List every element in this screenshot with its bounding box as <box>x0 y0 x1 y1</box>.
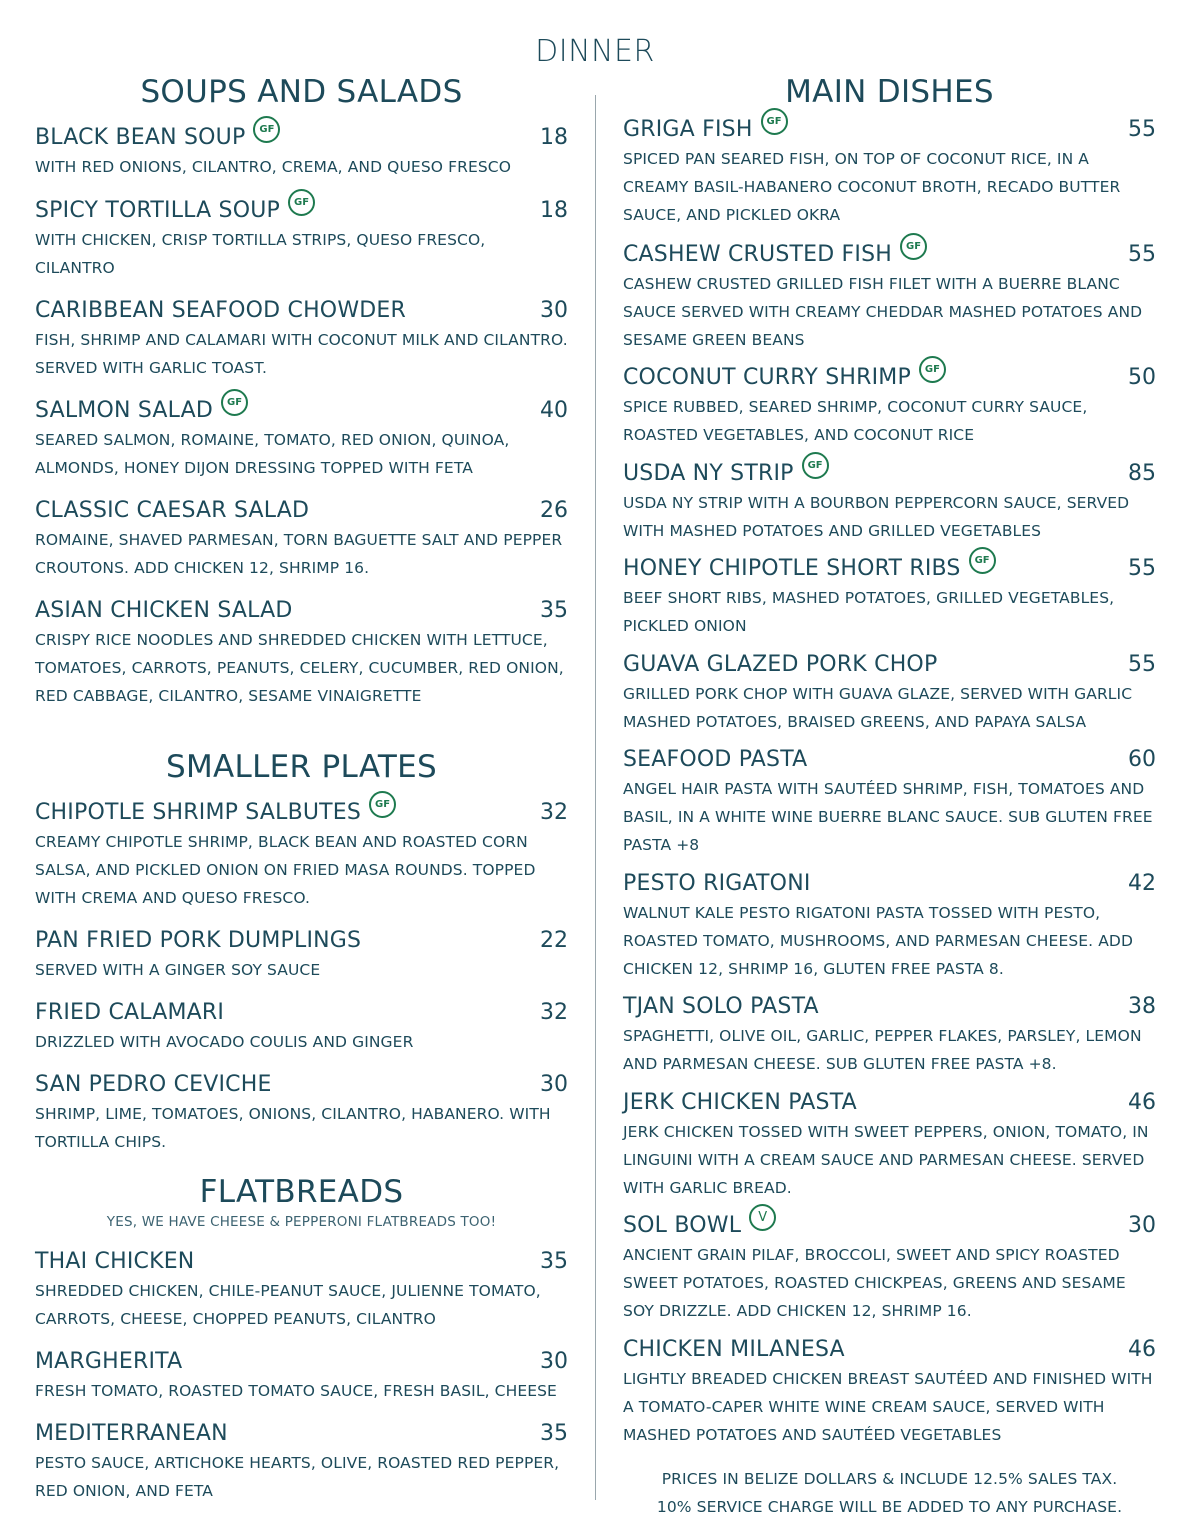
menu-item-black-bean-soup <box>35 125 568 181</box>
menu-item-description: ANCIENT GRAIN PILAF, BROCCOLI, SWEET AND SPICY ROASTED SWEET POTATOES, ROASTED CHICKPEAS, GREENS AND SESAME SOY DRIZZLE. ADD CHICKEN 12, SHRIMP 16. <box>623 1246 1126 1320</box>
menu-item-pesto-rigatoni <box>623 871 1156 983</box>
menu-item-name-text: SAN PEDRO CEVICHE <box>35 1072 272 1097</box>
menu-item-name <box>623 242 927 267</box>
menu-item-name-text: JERK CHICKEN PASTA <box>623 1090 857 1115</box>
menu-item-coconut-curry-shrimp <box>623 365 1156 449</box>
gluten-free-badge-icon: GF <box>761 108 788 135</box>
menu-item-header <box>35 125 568 155</box>
menu-item-name-text: GUAVA GLAZED PORK CHOP <box>623 652 938 677</box>
menu-item-salmon-salad <box>35 398 568 482</box>
menu-item-caribbean-seafood-chowder <box>35 298 568 382</box>
menu-item-price: 35 <box>540 1249 568 1274</box>
menu-item-name-text: PESTO RIGATONI <box>623 871 811 896</box>
menu-item-name-text: MARGHERITA <box>35 1349 183 1374</box>
menu-item-header <box>35 198 568 228</box>
gluten-free-badge-icon: GF <box>900 233 927 260</box>
menu-item-description: SEARED SALMON, ROMAINE, TOMATO, RED ONION, QUINOA, ALMONDS, HONEY DIJON DRESSING TOPPED WITH FETA <box>35 431 510 477</box>
menu-item-description: USDA NY STRIP WITH A BOURBON PEPPERCORN SAUCE, SERVED WITH MASHED POTATOES AND GRILLED VEGETABLES <box>623 494 1130 540</box>
menu-item-name <box>35 298 406 323</box>
menu-item-spicy-tortilla-soup <box>35 198 568 282</box>
menu-item-name <box>623 556 996 581</box>
section-title-soups-salads: SOUPS AND SALADS <box>140 74 463 110</box>
menu-item-chicken-milanesa <box>623 1337 1156 1449</box>
menu-item-header <box>623 365 1156 395</box>
menu-item-name-text: ASIAN CHICKEN SALAD <box>35 598 293 623</box>
menu-item-guava-glazed-pork-chop <box>623 652 1156 736</box>
menu-item-header <box>623 117 1156 147</box>
menu-item-header <box>623 994 1156 1024</box>
menu-item-name-text: CLASSIC CAESAR SALAD <box>35 498 310 523</box>
menu-item-sol-bowl <box>623 1210 1156 1325</box>
gluten-free-badge-icon: GF <box>369 791 396 818</box>
menu-item-price: 22 <box>540 928 568 953</box>
section-title-flatbreads: FLATBREADS <box>199 1174 404 1210</box>
menu-item-name-text: SPICY TORTILLA SOUP <box>35 198 281 223</box>
vegetarian-badge-icon: V <box>749 1204 776 1231</box>
menu-item-price: 35 <box>540 1421 568 1446</box>
menu-item-name-text: SOL BOWL <box>623 1213 742 1238</box>
menu-item-name <box>35 598 293 623</box>
menu-item-header <box>35 1072 568 1102</box>
menu-item-name-text: TJAN SOLO PASTA <box>623 994 819 1019</box>
menu-item-name <box>35 1000 224 1025</box>
menu-item-description: ANGEL HAIR PASTA WITH SAUTÉED SHRIMP, FISH, TOMATOES AND BASIL, IN A WHITE WINE BUERRE BLANC SAUCE. SUB GLUTEN FREE PASTA +8 <box>623 780 1153 854</box>
menu-item-description: WITH CHICKEN, CRISP TORTILLA STRIPS, QUESO FRESCO, CILANTRO <box>35 231 486 277</box>
menu-item-seafood-pasta <box>623 747 1156 859</box>
footer-service-note: 10% SERVICE CHARGE WILL BE ADDED TO ANY PURCHASE. <box>656 1498 1123 1516</box>
menu-item-price: 30 <box>540 1349 568 1374</box>
menu-item-header <box>35 1249 568 1279</box>
menu-item-name <box>35 1421 228 1446</box>
menu-item-price: 18 <box>540 125 568 150</box>
menu-item-name <box>623 461 829 486</box>
menu-item-price: 46 <box>1128 1337 1156 1362</box>
section-title-main-dishes: MAIN DISHES <box>785 74 994 110</box>
footer-tax-note: PRICES IN BELIZE DOLLARS & INCLUDE 12.5% SALES TAX. <box>661 1470 1118 1488</box>
menu-item-description: DRIZZLED WITH AVOCADO COULIS AND GINGER <box>35 1033 414 1051</box>
menu-item-description: WALNUT KALE PESTO RIGATONI PASTA TOSSED WITH PESTO, ROASTED TOMATO, MUSHROOMS, AND PARMESAN CHEESE. ADD CHICKEN 12, SHRIMP 16, GLUTEN FREE PASTA 8. <box>623 904 1134 978</box>
menu-item-price: 30 <box>540 1072 568 1097</box>
menu-item-description: SERVED WITH A GINGER SOY SAUCE <box>35 961 321 979</box>
menu-item-name <box>623 1210 776 1238</box>
menu-item-header <box>35 298 568 328</box>
menu-item-price: 18 <box>540 198 568 223</box>
menu-item-tjan-solo-pasta <box>623 994 1156 1078</box>
menu-item-name-text: CHIPOTLE SHRIMP SALBUTES <box>35 800 362 825</box>
menu-item-cashew-crusted-fish <box>623 242 1156 354</box>
menu-item-fried-calamari <box>35 1000 568 1056</box>
menu-item-san-pedro-ceviche <box>35 1072 568 1156</box>
menu-item-price: 60 <box>1128 747 1156 772</box>
page-title: DINNER <box>535 34 655 69</box>
menu-item-name <box>35 1349 182 1374</box>
menu-item-description: BEEF SHORT RIBS, MASHED POTATOES, GRILLED VEGETABLES, PICKLED ONION <box>623 589 1115 635</box>
menu-item-header <box>35 498 568 528</box>
menu-item-name <box>35 398 248 423</box>
menu-item-price: 40 <box>540 398 568 423</box>
menu-item-name <box>623 871 811 896</box>
menu-item-name-text: MEDITERRANEAN <box>35 1421 228 1446</box>
menu-item-name-text: PAN FRIED PORK DUMPLINGS <box>35 928 362 953</box>
menu-item-description: SPICE RUBBED, SEARED SHRIMP, COCONUT CURRY SAUCE, ROASTED VEGETABLES, AND COCONUT RICE <box>623 398 1088 444</box>
menu-item-name <box>35 498 309 523</box>
menu-item-name-text: SALMON SALAD <box>35 398 214 423</box>
menu-item-description: SHREDDED CHICKEN, CHILE-PEANUT SAUCE, JULIENNE TOMATO, CARROTS, CHEESE, CHOPPED PEANUTS, CILANTRO <box>35 1282 541 1328</box>
menu-item-header <box>35 598 568 628</box>
menu-item-description: CASHEW CRUSTED GRILLED FISH FILET WITH A BUERRE BLANC SAUCE SERVED WITH CREAMY CHEDDAR MASHED POTATOES AND SESAME GREEN BEANS <box>623 275 1143 349</box>
menu-item-name-text: HONEY CHIPOTLE SHORT RIBS <box>623 556 961 581</box>
gluten-free-badge-icon: GF <box>253 116 280 143</box>
menu-item-name <box>35 1072 272 1097</box>
menu-item-name <box>35 1249 194 1274</box>
menu-item-header <box>35 928 568 958</box>
menu-item-name <box>623 747 807 772</box>
menu-item-header <box>623 652 1156 682</box>
menu-item-description: WITH RED ONIONS, CILANTRO, CREMA, AND QUESO FRESCO <box>35 158 512 176</box>
menu-item-description: ROMAINE, SHAVED PARMESAN, TORN BAGUETTE SALT AND PEPPER CROUTONS. ADD CHICKEN 12, SHRIMP 16. <box>35 531 563 577</box>
menu-item-price: 55 <box>1128 652 1156 677</box>
gluten-free-badge-icon: GF <box>288 189 315 216</box>
menu-item-description: FRESH TOMATO, ROASTED TOMATO SAUCE, FRESH BASIL, CHEESE <box>35 1382 557 1400</box>
menu-item-header <box>623 747 1156 777</box>
menu-item-name <box>623 365 946 390</box>
menu-item-mediterranean <box>35 1421 568 1505</box>
menu-item-price: 50 <box>1128 365 1156 390</box>
menu-item-name <box>623 117 788 142</box>
menu-item-price: 35 <box>540 598 568 623</box>
menu-item-jerk-chicken-pasta <box>623 1090 1156 1202</box>
menu-item-chipotle-shrimp-salbutes <box>35 800 568 912</box>
menu-item-name-text: COCONUT CURRY SHRIMP <box>623 365 911 390</box>
menu-item-pan-fried-pork-dumplings <box>35 928 568 984</box>
column-divider <box>595 95 596 1500</box>
gluten-free-badge-icon: GF <box>802 452 829 479</box>
menu-item-description: CRISPY RICE NOODLES AND SHREDDED CHICKEN WITH LETTUCE, TOMATOES, CARROTS, PEANUTS, CELERY, CUCUMBER, RED ONION, RED CABBAGE, CILANTRO, SESAME VINAIGRETTE <box>35 631 564 705</box>
menu-item-header <box>623 1337 1156 1367</box>
menu-item-header <box>35 1000 568 1030</box>
menu-item-header <box>623 1090 1156 1120</box>
menu-item-header <box>35 398 568 428</box>
menu-item-honey-chipotle-short-ribs <box>623 556 1156 640</box>
menu-item-name-text: SEAFOOD PASTA <box>623 747 808 772</box>
menu-item-name <box>623 1337 845 1362</box>
menu-item-description: GRILLED PORK CHOP WITH GUAVA GLAZE, SERVED WITH GARLIC MASHED POTATOES, BRAISED GREENS, AND PAPAYA SALSA <box>623 685 1133 731</box>
menu-item-name <box>35 125 280 150</box>
menu-item-description: SPAGHETTI, OLIVE OIL, GARLIC, PEPPER FLAKES, PARSLEY, LEMON AND PARMESAN CHEESE. SUB GLUTEN FREE PASTA +8. <box>623 1027 1142 1073</box>
gluten-free-badge-icon: GF <box>919 356 946 383</box>
menu-item-description: FISH, SHRIMP AND CALAMARI WITH COCONUT MILK AND CILANTRO. SERVED WITH GARLIC TOAST. <box>35 331 568 377</box>
menu-item-header <box>35 1421 568 1451</box>
menu-item-price: 26 <box>540 498 568 523</box>
menu-item-description: LIGHTLY BREADED CHICKEN BREAST SAUTÉED AND FINISHED WITH A TOMATO-CAPER WHITE WINE CREAM SAUCE, SERVED WITH MASHED POTATOES AND SAUTÉED VEGETABLES <box>623 1370 1153 1444</box>
menu-item-price: 55 <box>1128 242 1156 267</box>
menu-item-description: SPICED PAN SEARED FISH, ON TOP OF COCONUT RICE, IN A CREAMY BASIL-HABANERO COCONUT BROTH, RECADO BUTTER SAUCE, AND PICKLED OKRA <box>623 150 1121 224</box>
menu-item-header <box>623 242 1156 272</box>
menu-item-usda-ny-strip <box>623 461 1156 545</box>
menu-item-price: 30 <box>1128 1213 1156 1238</box>
menu-item-classic-caesar-salad <box>35 498 568 582</box>
menu-item-name-text: BLACK BEAN SOUP <box>35 125 246 150</box>
menu-item-name-text: FRIED CALAMARI <box>35 1000 225 1025</box>
menu-item-name <box>623 1090 857 1115</box>
menu-item-margherita <box>35 1349 568 1405</box>
menu-item-price: 32 <box>540 800 568 825</box>
menu-item-header <box>623 871 1156 901</box>
menu-item-name <box>623 652 937 677</box>
menu-item-griga-fish <box>623 117 1156 229</box>
menu-item-description: JERK CHICKEN TOSSED WITH SWEET PEPPERS, ONION, TOMATO, IN LINGUINI WITH A CREAM SAUCE AND PARMESAN CHEESE. SERVED WITH GARLIC BREAD. <box>623 1123 1149 1197</box>
menu-item-name-text: CARIBBEAN SEAFOOD CHOWDER <box>35 298 407 323</box>
menu-item-price: 46 <box>1128 1090 1156 1115</box>
menu-item-header <box>623 556 1156 586</box>
flatbreads-note: YES, WE HAVE CHEESE & PEPPERONI FLATBREADS TOO! <box>106 1214 497 1230</box>
menu-item-name <box>623 994 819 1019</box>
menu-item-name <box>35 800 396 825</box>
menu-item-name-text: THAI CHICKEN <box>35 1249 195 1274</box>
menu-item-price: 32 <box>540 1000 568 1025</box>
pricing-footer <box>623 1465 1156 1521</box>
menu-item-price: 38 <box>1128 994 1156 1019</box>
menu-item-asian-chicken-salad <box>35 598 568 710</box>
menu-item-description: PESTO SAUCE, ARTICHOKE HEARTS, OLIVE, ROASTED RED PEPPER, RED ONION, AND FETA <box>35 1454 560 1500</box>
gluten-free-badge-icon: GF <box>221 389 248 416</box>
menu-item-name-text: CHICKEN MILANESA <box>623 1337 845 1362</box>
menu-item-description: CREAMY CHIPOTLE SHRIMP, BLACK BEAN AND ROASTED CORN SALSA, AND PICKLED ONION ON FRIED MASA ROUNDS. TOPPED WITH CREMA AND QUESO FRESCO. <box>35 833 536 907</box>
menu-item-header <box>623 1210 1156 1243</box>
menu-item-name <box>35 928 361 953</box>
menu-item-price: 55 <box>1128 117 1156 142</box>
menu-item-header <box>35 1349 568 1379</box>
menu-item-price: 85 <box>1128 461 1156 486</box>
menu-item-name-text: CASHEW CRUSTED FISH <box>623 242 893 267</box>
menu-item-thai-chicken <box>35 1249 568 1333</box>
gluten-free-badge-icon: GF <box>969 547 996 574</box>
menu-item-price: 30 <box>540 298 568 323</box>
menu-item-name-text: USDA NY STRIP <box>623 461 794 486</box>
menu-item-name <box>35 198 315 223</box>
menu-item-price: 42 <box>1128 871 1156 896</box>
menu-item-header <box>623 461 1156 491</box>
section-title-smaller-plates: SMALLER PLATES <box>165 749 438 785</box>
menu-item-name-text: GRIGA FISH <box>623 117 753 142</box>
menu-item-price: 55 <box>1128 556 1156 581</box>
menu-item-header <box>35 800 568 830</box>
menu-item-description: SHRIMP, LIME, TOMATOES, ONIONS, CILANTRO, HABANERO. WITH TORTILLA CHIPS. <box>35 1105 551 1151</box>
